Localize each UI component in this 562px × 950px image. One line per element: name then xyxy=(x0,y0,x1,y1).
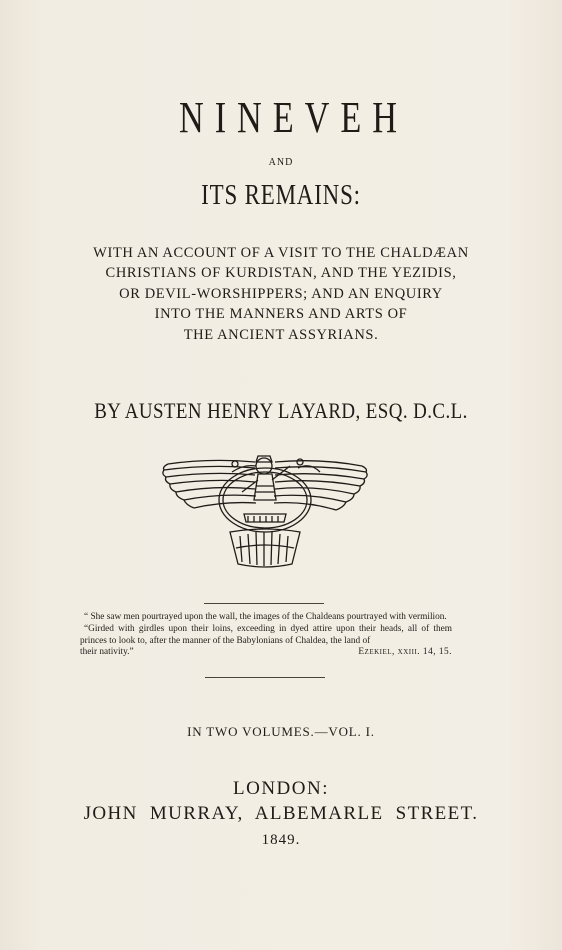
city-line: LONDON: xyxy=(233,778,329,799)
book-subtitle: ITS REMAINS: xyxy=(201,180,361,211)
description-line: CHRISTIANS OF KURDISTAN, AND THE YEZIDIS, xyxy=(105,265,457,282)
book-title: NINEVEH xyxy=(178,93,408,142)
year-line: 1849. xyxy=(261,832,301,848)
description-line: INTO THE MANNERS AND ARTS OF xyxy=(154,306,408,323)
epigraph-paragraph: “Girded with girdles upon their loins, exceeding in dyed attire upon their heads, all of them princes to look to, after the manner of the Babylonians of Chaldea, the land of xyxy=(80,623,452,646)
publisher-line: JOHN MURRAY, ALBEMARLE STREET. xyxy=(83,803,479,824)
volume-line: IN TWO VOLUMES.—VOL. I. xyxy=(187,724,375,739)
description-line: OR DEVIL-WORSHIPPERS; AND AN ENQUIRY xyxy=(119,285,443,302)
divider-bottom xyxy=(205,677,325,678)
epigraph xyxy=(80,612,452,659)
winged-disc-icon xyxy=(160,452,370,572)
title-conjunction: AND xyxy=(268,157,294,168)
epigraph-last-line xyxy=(80,647,452,659)
epigraph-ending: their nativity.” xyxy=(80,647,134,658)
description-line: THE ANCIENT ASSYRIANS. xyxy=(183,326,379,343)
divider-top xyxy=(204,603,324,604)
description-block xyxy=(0,243,562,345)
epigraph-paragraph: “ She saw men pourtrayed upon the wall, the images of the Chaldeans pourtrayed with vermilion. xyxy=(84,612,447,622)
description-line: WITH AN ACCOUNT OF A VISIT TO THE CHALDÆAN xyxy=(93,245,469,261)
epigraph-reference: Ezekiel, xxiii. 14, 15. xyxy=(358,647,452,658)
author-line: BY AUSTEN HENRY LAYARD, ESQ. D.C.L. xyxy=(94,398,468,423)
